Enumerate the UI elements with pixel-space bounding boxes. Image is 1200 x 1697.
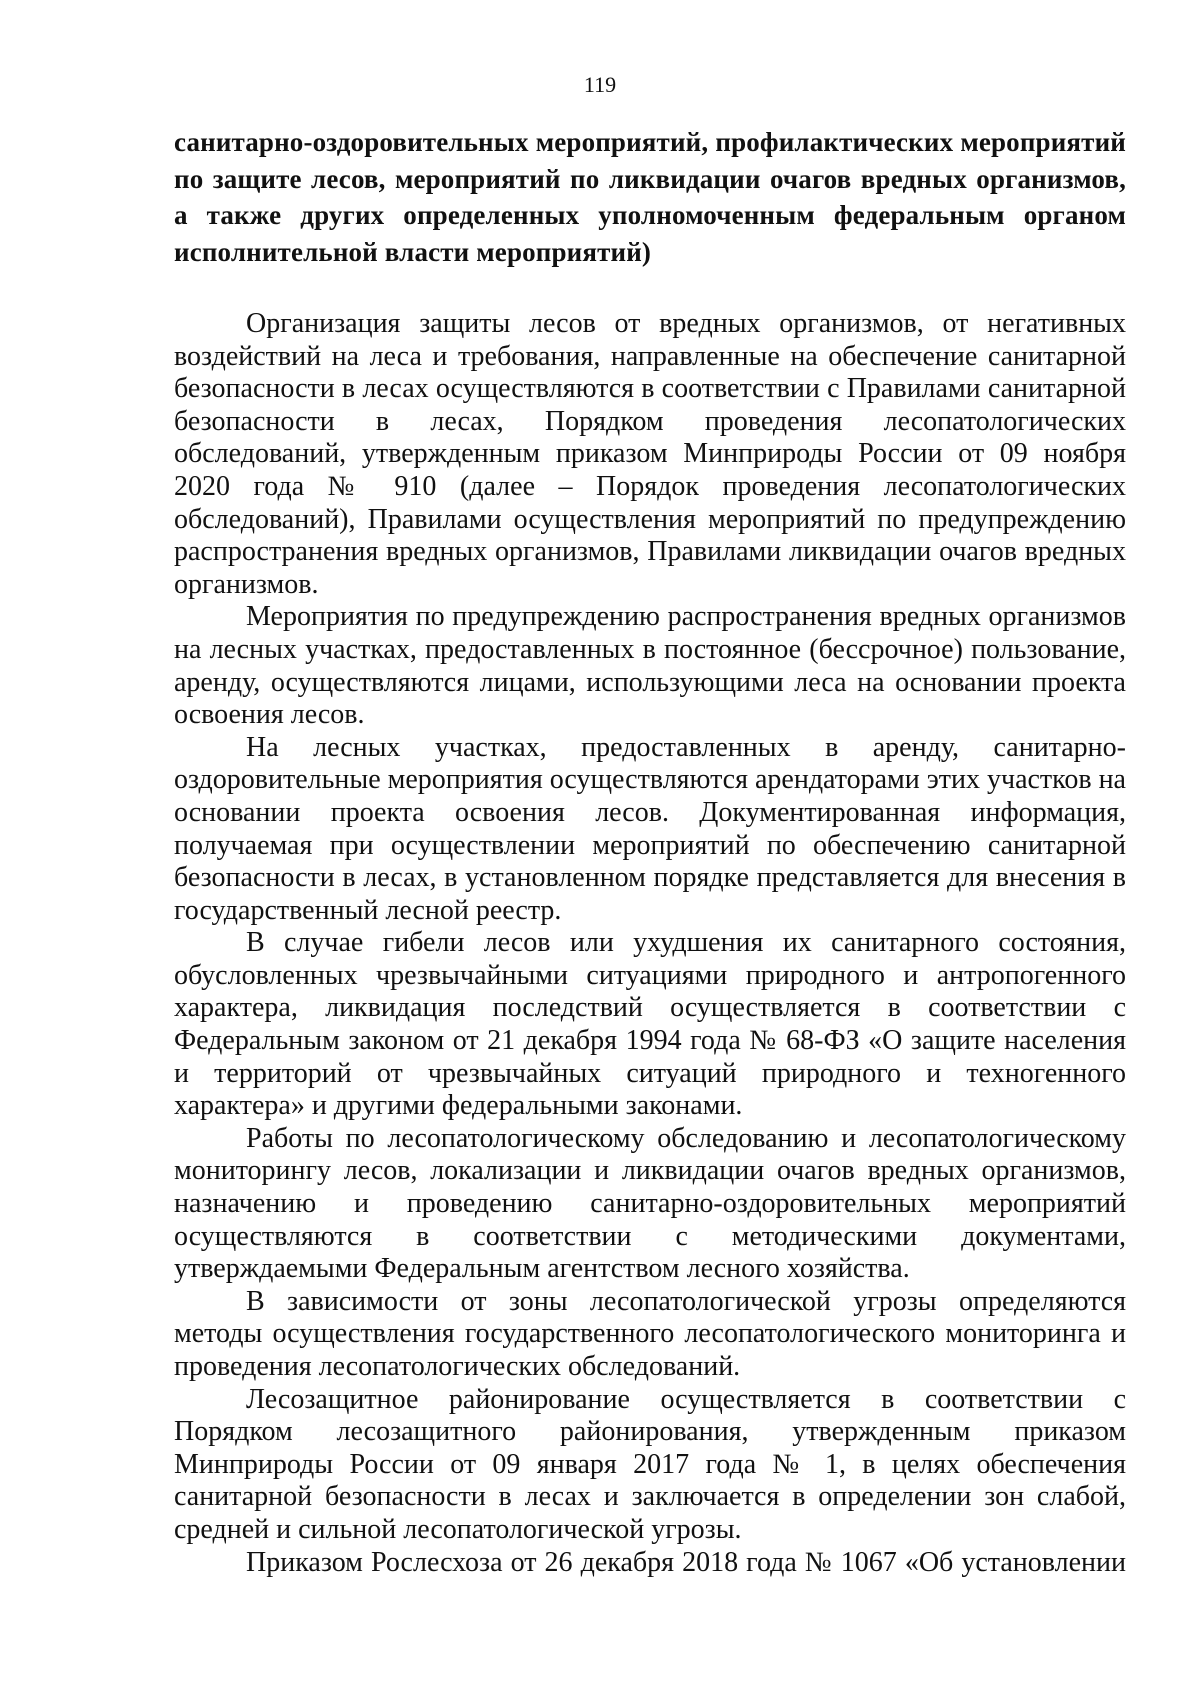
body-text bbox=[174, 308, 1126, 1579]
paragraph-threat-zones: В зависимости от зоны лесопатологической угрозы определяются методы осуществления государственного лесопатологического мониторинга и проведения лесопатологических обследований. bbox=[174, 1285, 1126, 1382]
page-content bbox=[174, 124, 1126, 1579]
paragraph-rosleskhoz-order: Приказом Рослесхоза от 26 декабря 2018 года № 1067 «Об установлении bbox=[246, 1546, 1126, 1578]
paragraph-survey-works: Работы по лесопатологическому обследованию и лесопатологическому мониторингу лесов, локализации и ликвидации очагов вредных организмов, назначению и проведению санитарно-оздоровительных мероприятий осуществляются в соответствии с методическими документами, утверждаемыми Федеральным агентством лесного хозяйства. bbox=[174, 1122, 1126, 1285]
paragraph-forest-protection: Организация защиты лесов от вредных организмов, от негативных воздействий на леса и требования, направленные на обеспечение санитарной безопасности в лесах осуществляются в соответствии с Правилами санитарной безопасности в лесах, Порядком проведения лесопатологических обследований, утвержденным приказом Минприроды России от 09 ноября 2020 года № 910 (далее – Порядок проведения лесопатологических обследований), Правилами осуществления мероприятий по предупреждению распространения вредных организмов, Правилами ликвидации очагов вредных организмов. bbox=[174, 308, 1126, 600]
paragraph-prevention-measures: Мероприятия по предупреждению распространения вредных организмов на лесных участках, предоставленных в постоянное (бессрочное) пользование, аренду, осуществляются лицами, использующими леса на основании проекта освоения лесов. bbox=[174, 601, 1126, 731]
paragraph-leased-plots: На лесных участках, предоставленных в аренду, санитарно-оздоровительные мероприятия осуществляются арендаторами этих участков на основании проекта освоения лесов. Документированная информация, получаемая при осуществлении мероприятий по обеспечению санитарной безопасности в лесах, в установленном порядке представляется для внесения в государственный лесной реестр. bbox=[174, 731, 1126, 926]
section-heading: санитарно-оздоровительных мероприятий, профилактических мероприятий по защите лесов, мероприятий по ликвидации очагов вредных организмов, а также других определенных уполномоченным федеральным органом исполнительной власти мероприятий) bbox=[174, 127, 1126, 267]
paragraph-zoning: Лесозащитное районирование осуществляется в соответствии с Порядком лесозащитного районирования, утвержденным приказом Минприроды России от 09 января 2017 года № 1, в целях обеспечения санитарной безопасности в лесах и заключается в определении зон слабой, средней и сильной лесопатологической угрозы. bbox=[174, 1383, 1126, 1545]
paragraph-emergency-situations: В случае гибели лесов или ухудшения их санитарного состояния, обусловленных чрезвычайными ситуациями природного и антропогенного характера, ликвидация последствий осуществляется в соответствии с Федеральным законом от 21 декабря 1994 года № 68-ФЗ «О защите населения и территорий от чрезвычайных ситуаций природного и техногенного характера» и другими федеральными законами. bbox=[174, 927, 1126, 1122]
page-number: 119 bbox=[583, 72, 617, 97]
